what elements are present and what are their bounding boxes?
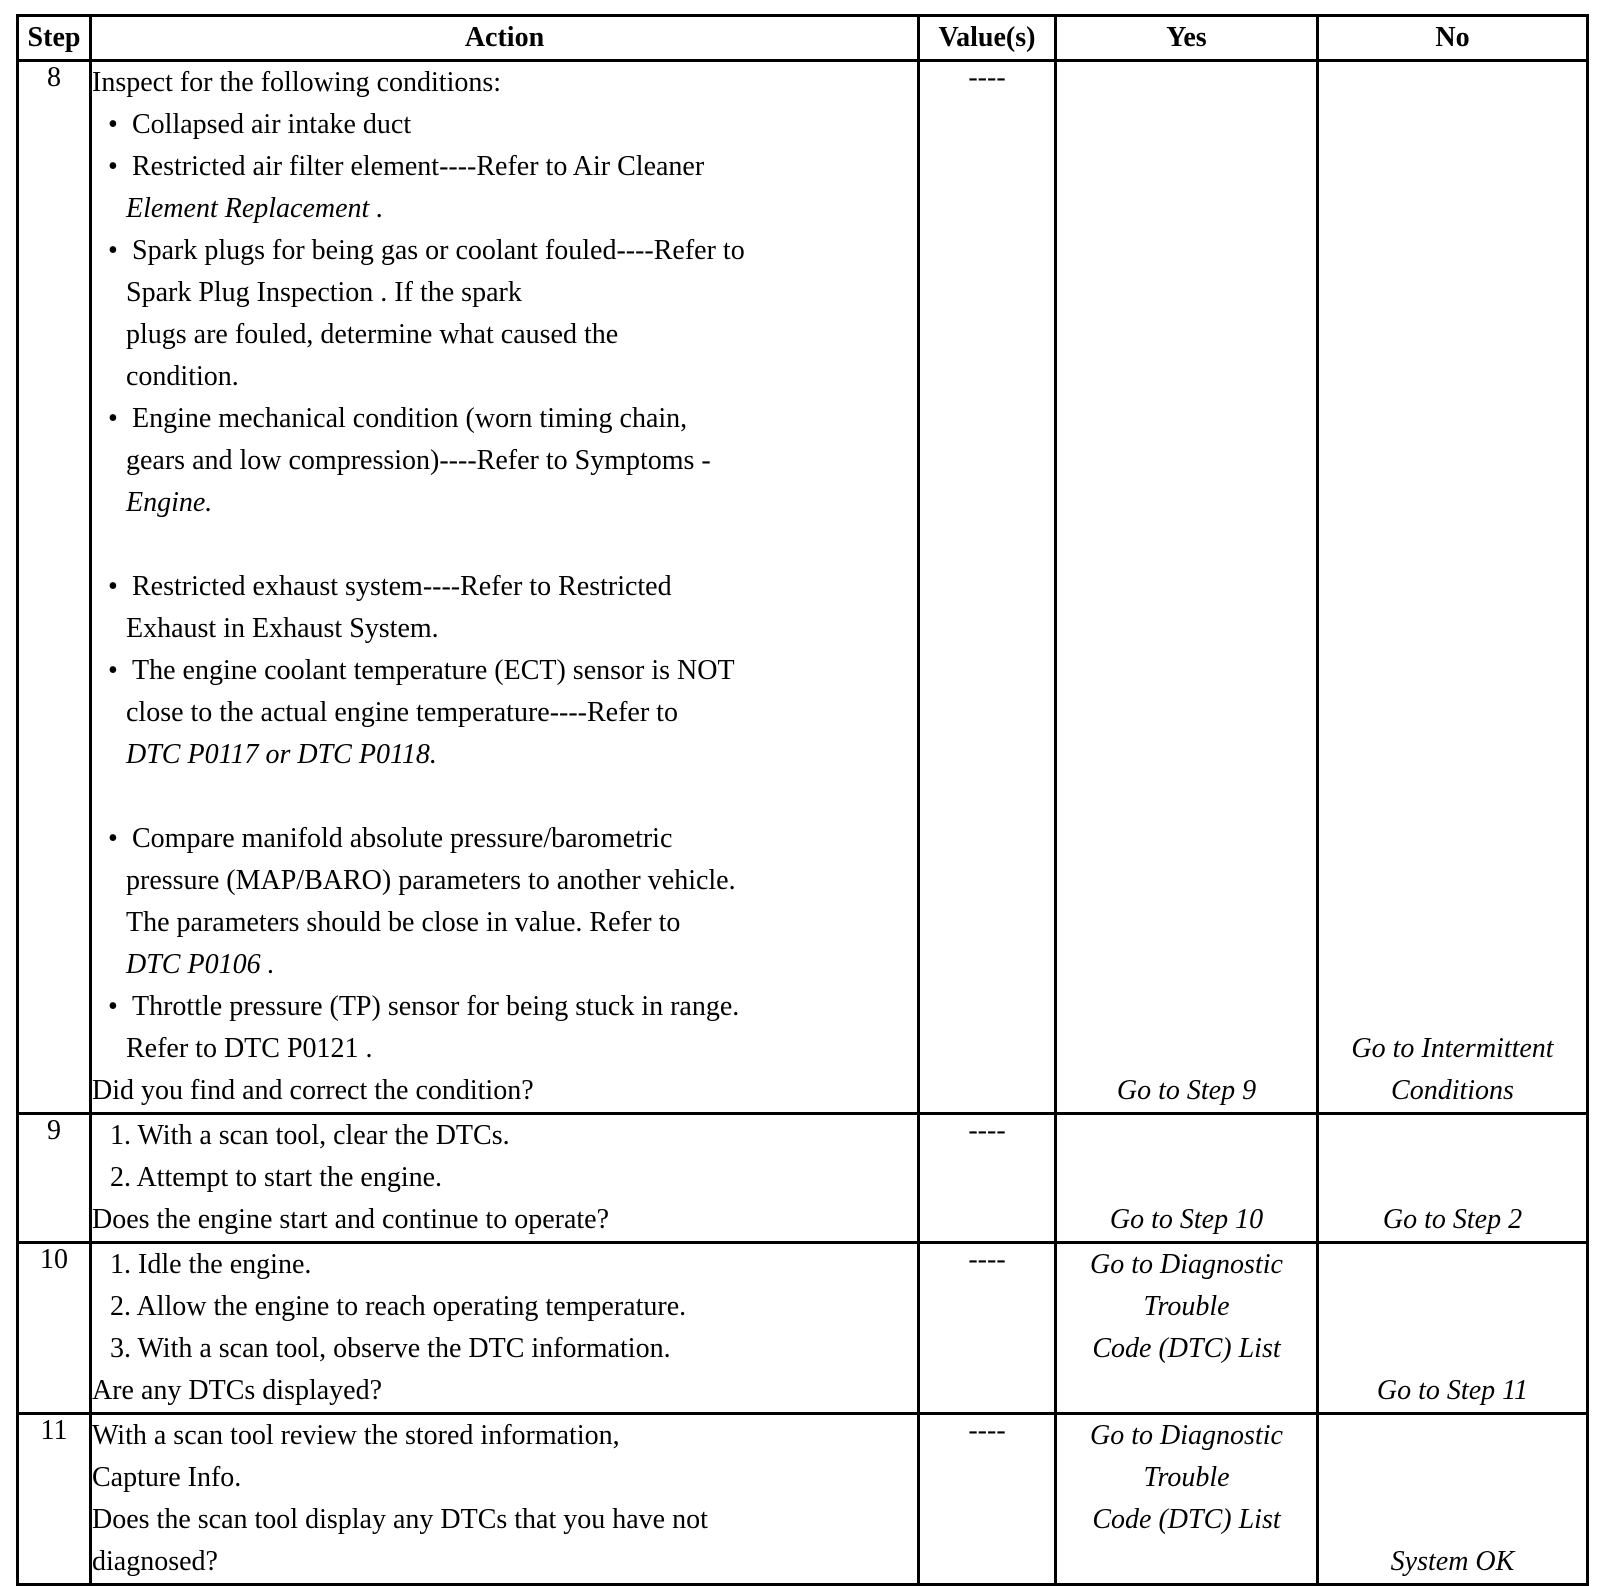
bullet-item: • Spark plugs for being gas or coolant fouled----Refer to	[92, 230, 917, 272]
action-line: gears and low compression)----Refer to Symptoms -	[126, 445, 711, 476]
no-cell	[1318, 1414, 1588, 1585]
table-row-step-8	[18, 61, 1588, 1114]
header-values: Value(s)	[919, 16, 1056, 61]
action-line: condition.	[126, 361, 239, 392]
action-line: plugs are fouled, determine what caused the	[126, 319, 619, 350]
question-line: diagnosed?	[92, 1546, 218, 1577]
table-row-step-10	[18, 1243, 1588, 1414]
bullet-item: • Throttle pressure (TP) sensor for being stuck in range.	[92, 986, 917, 1028]
action-line: Inspect for the following conditions:	[92, 67, 502, 98]
header-yes: Yes	[1056, 16, 1318, 61]
value-cell: ----	[919, 1414, 1056, 1585]
no-cell	[1318, 1114, 1588, 1243]
action-line: Exhaust in Exhaust System.	[126, 613, 439, 644]
bullet-item: • The engine coolant temperature (ECT) sensor is NOT	[92, 650, 917, 692]
action-line: Capture Info.	[92, 1462, 242, 1493]
question-line: Did you find and correct the condition?	[92, 1075, 534, 1106]
table-row-step-11	[18, 1414, 1588, 1585]
yes-link[interactable]: Go to Diagnostic	[1090, 1420, 1283, 1451]
value-cell: ----	[919, 61, 1056, 1114]
action-line: The parameters should be close in value. Refer to	[126, 907, 681, 938]
header-no: No	[1318, 16, 1588, 61]
yes-link[interactable]: Code (DTC) List	[1092, 1504, 1281, 1535]
numbered-item: 2. Allow the engine to reach operating temperature.	[110, 1291, 687, 1322]
numbered-item: 1. With a scan tool, clear the DTCs.	[110, 1120, 510, 1151]
question-line: Does the scan tool display any DTCs that you have not	[92, 1504, 708, 1535]
value-cell: ----	[919, 1114, 1056, 1243]
step-number: 8	[18, 61, 91, 1114]
header-row	[18, 16, 1588, 61]
diagnostic-table	[16, 14, 1589, 1586]
yes-cell	[1056, 1243, 1318, 1414]
yes-link[interactable]: Code (DTC) List	[1092, 1333, 1281, 1364]
step-number: 11	[18, 1414, 91, 1585]
reference-link: Element Replacement .	[126, 193, 384, 224]
bullet-item: • Restricted exhaust system----Refer to Restricted	[92, 566, 917, 608]
step-number: 10	[18, 1243, 91, 1414]
action-line: pressure (MAP/BARO) parameters to another vehicle.	[126, 865, 736, 896]
yes-link[interactable]: Trouble	[1143, 1462, 1230, 1493]
numbered-item: 1. Idle the engine.	[110, 1249, 312, 1280]
no-link[interactable]: Go to Intermittent	[1351, 1033, 1554, 1064]
header-step: Step	[18, 16, 91, 61]
no-link[interactable]: System OK	[1390, 1546, 1515, 1577]
yes-link[interactable]: Go to Step 10	[1109, 1204, 1264, 1235]
no-cell	[1318, 1243, 1588, 1414]
question-line: Are any DTCs displayed?	[92, 1375, 383, 1406]
action-cell	[91, 1243, 919, 1414]
table-row-step-9	[18, 1114, 1588, 1243]
spacer	[92, 776, 917, 818]
question-line: Does the engine start and continue to operate?	[92, 1204, 610, 1235]
value-cell: ----	[919, 1243, 1056, 1414]
header-action: Action	[91, 16, 919, 61]
bullet-item: • Compare manifold absolute pressure/barometric	[92, 818, 917, 860]
no-link[interactable]: Go to Step 11	[1376, 1375, 1529, 1406]
yes-link[interactable]: Trouble	[1143, 1291, 1230, 1322]
no-link[interactable]: Go to Step 2	[1382, 1204, 1523, 1235]
bullet-item: • Restricted air filter element----Refer to Air Cleaner	[92, 146, 917, 188]
reference-link: DTC P0106 .	[126, 949, 275, 980]
no-cell	[1318, 61, 1588, 1114]
action-line: close to the actual engine temperature----Refer to	[126, 697, 678, 728]
reference-link: DTC P0117 or DTC P0118.	[126, 739, 437, 770]
yes-cell	[1056, 1414, 1318, 1585]
bullet-item: • Engine mechanical condition (worn timing chain,	[92, 398, 917, 440]
yes-link[interactable]: Go to Diagnostic	[1090, 1249, 1283, 1280]
action-line: Refer to DTC P0121 .	[126, 1033, 373, 1064]
yes-link[interactable]: Go to Step 9	[1116, 1075, 1257, 1106]
action-line: With a scan tool review the stored information,	[92, 1420, 620, 1451]
action-cell	[91, 1414, 919, 1585]
numbered-item: 2. Attempt to start the engine.	[110, 1162, 443, 1193]
numbered-item: 3. With a scan tool, observe the DTC information.	[110, 1333, 671, 1364]
no-link[interactable]: Conditions	[1391, 1075, 1514, 1106]
reference-link: Engine.	[126, 487, 213, 518]
yes-cell	[1056, 1114, 1318, 1243]
action-line: Spark Plug Inspection . If the spark	[126, 277, 522, 308]
step-number: 9	[18, 1114, 91, 1243]
spacer	[92, 524, 917, 566]
yes-cell	[1056, 61, 1318, 1114]
action-cell	[91, 1114, 919, 1243]
bullet-item: • Collapsed air intake duct	[92, 104, 917, 146]
action-cell	[91, 61, 919, 1114]
